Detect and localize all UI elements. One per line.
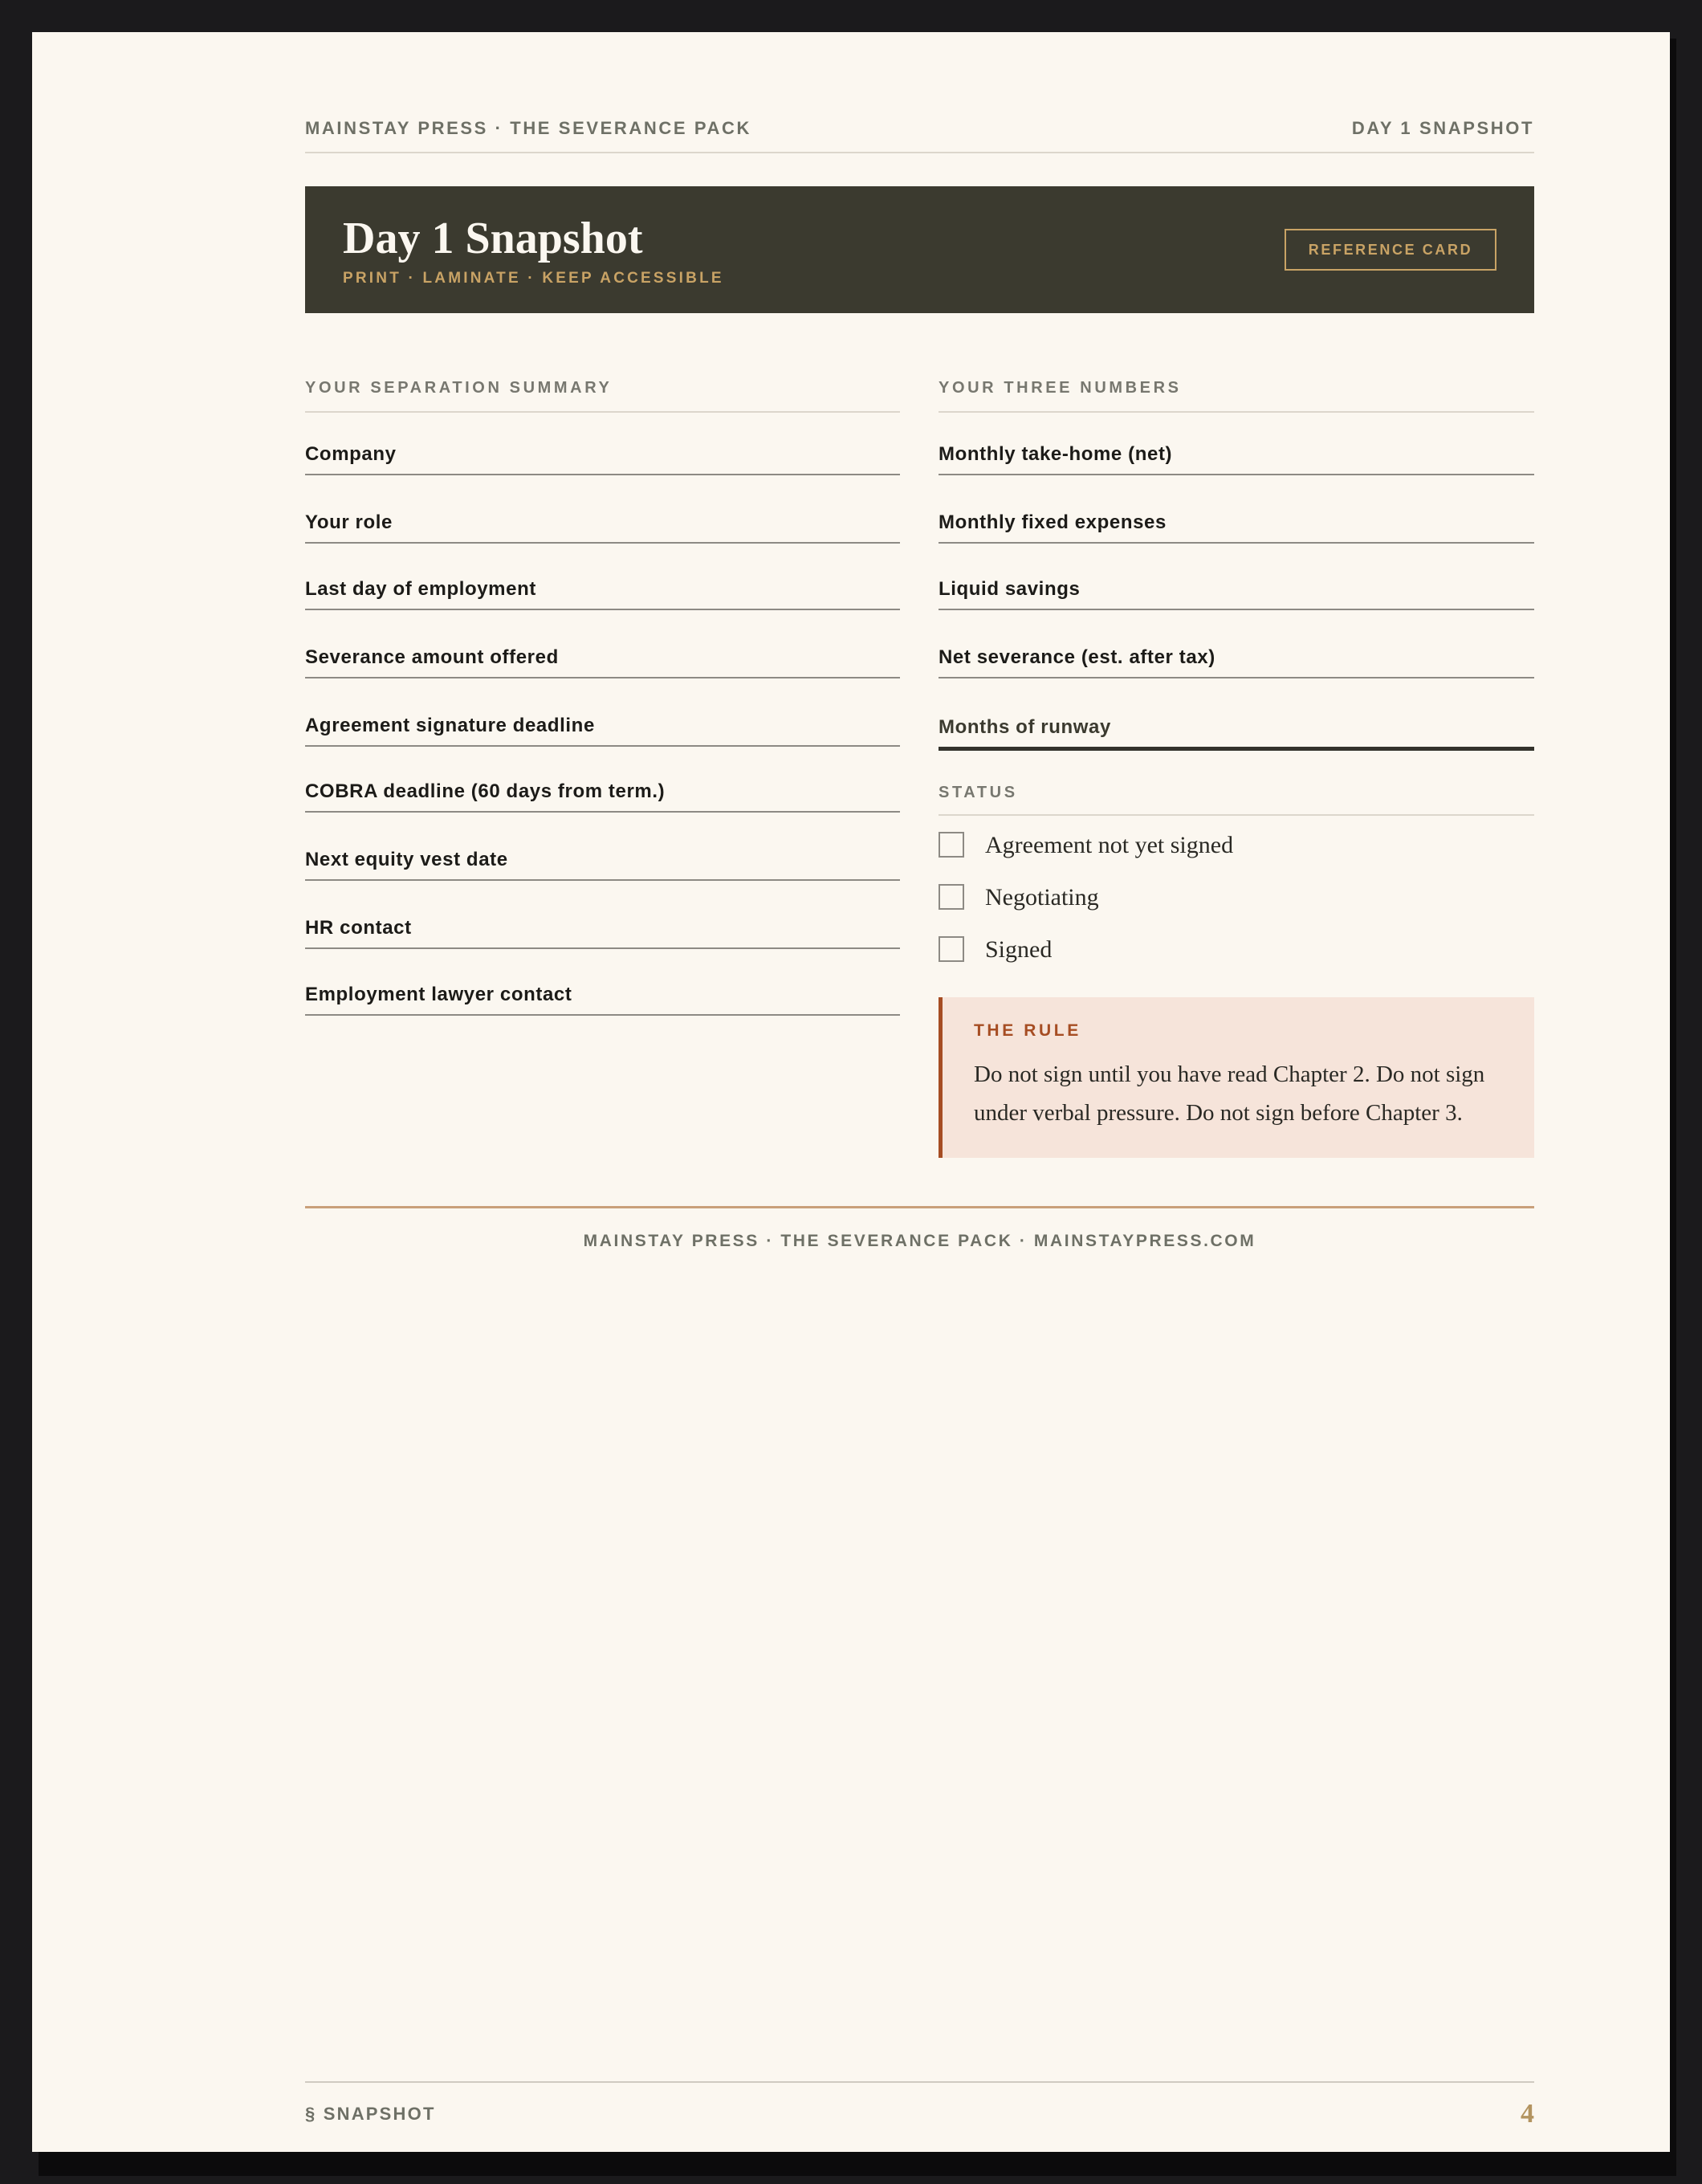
months-of-runway-field[interactable]: [939, 716, 1534, 751]
status-heading: STATUS: [939, 784, 1534, 816]
field-label: Last day of employment: [305, 578, 536, 600]
status-checkbox[interactable]: [939, 832, 964, 858]
running-header-section: DAY 1 SNAPSHOT: [1351, 118, 1534, 138]
lawyer-contact-field[interactable]: [305, 984, 900, 1016]
reference-card-badge: REFERENCE CARD: [1285, 229, 1496, 271]
rule-callout-title: THE RULE: [974, 1021, 1081, 1040]
rule-callout-text: Do not sign until you have read Chapter 2. Do not sign under verbal pressure. Do not sign before Chapter 3.: [974, 1061, 1485, 1126]
last-day-field[interactable]: [305, 578, 900, 610]
field-label: Monthly take-home (net): [939, 443, 1173, 465]
field-label: HR contact: [305, 917, 412, 939]
severance-amount-field[interactable]: [305, 646, 900, 678]
page-number: 4: [1521, 2099, 1534, 2129]
status-option-negotiating[interactable]: [939, 884, 1534, 911]
site-footer: MAINSTAY PRESS · THE SEVERANCE PACK · MAINSTAYPRESS.COM: [583, 1232, 1256, 1250]
field-label: Employment lawyer contact: [305, 984, 572, 1005]
field-label: Next equity vest date: [305, 849, 508, 870]
equity-vest-field[interactable]: [305, 849, 900, 881]
document-page: [32, 32, 1670, 2152]
running-header: [305, 86, 1534, 153]
hr-contact-field[interactable]: [305, 917, 900, 949]
page-subtitle: PRINT · LAMINATE · KEEP ACCESSIBLE: [343, 270, 724, 287]
field-label: Company: [305, 443, 397, 465]
field-label: Liquid savings: [939, 578, 1081, 600]
rule-callout: [939, 997, 1534, 1158]
field-label: Your role: [305, 511, 393, 533]
company-field[interactable]: [305, 443, 900, 475]
net-severance-field[interactable]: [939, 646, 1534, 678]
signature-deadline-field[interactable]: [305, 715, 900, 747]
status-option-not-signed[interactable]: [939, 832, 1534, 859]
cobra-deadline-field[interactable]: [305, 780, 900, 813]
page-content: [305, 32, 1534, 2152]
running-header-publication: MAINSTAY PRESS · THE SEVERANCE PACK: [305, 118, 751, 138]
status-option-signed[interactable]: [939, 936, 1534, 964]
three-numbers-heading: YOUR THREE NUMBERS: [939, 379, 1534, 413]
role-field[interactable]: [305, 511, 900, 544]
field-label: Severance amount offered: [305, 646, 559, 668]
field-label: Months of runway: [939, 716, 1111, 738]
field-label: Monthly fixed expenses: [939, 511, 1167, 533]
status-checkbox[interactable]: [939, 884, 964, 910]
footer-divider: [305, 1206, 1534, 1208]
status-option-label: Negotiating: [985, 884, 1099, 911]
page-footer: [305, 2081, 1534, 2129]
status-option-label: Signed: [985, 936, 1053, 963]
page-title: Day 1 Snapshot: [343, 214, 643, 263]
status-checkbox[interactable]: [939, 936, 964, 962]
section-marker: § SNAPSHOT: [305, 2104, 436, 2124]
status-option-label: Agreement not yet signed: [985, 832, 1234, 858]
monthly-take-home-field[interactable]: [939, 443, 1534, 475]
separation-summary-heading: YOUR SEPARATION SUMMARY: [305, 379, 900, 413]
monthly-expenses-field[interactable]: [939, 511, 1534, 544]
title-band: [305, 186, 1534, 313]
liquid-savings-field[interactable]: [939, 578, 1534, 610]
field-label: Net severance (est. after tax): [939, 646, 1215, 668]
field-label: Agreement signature deadline: [305, 715, 595, 736]
field-label: COBRA deadline (60 days from term.): [305, 780, 666, 802]
